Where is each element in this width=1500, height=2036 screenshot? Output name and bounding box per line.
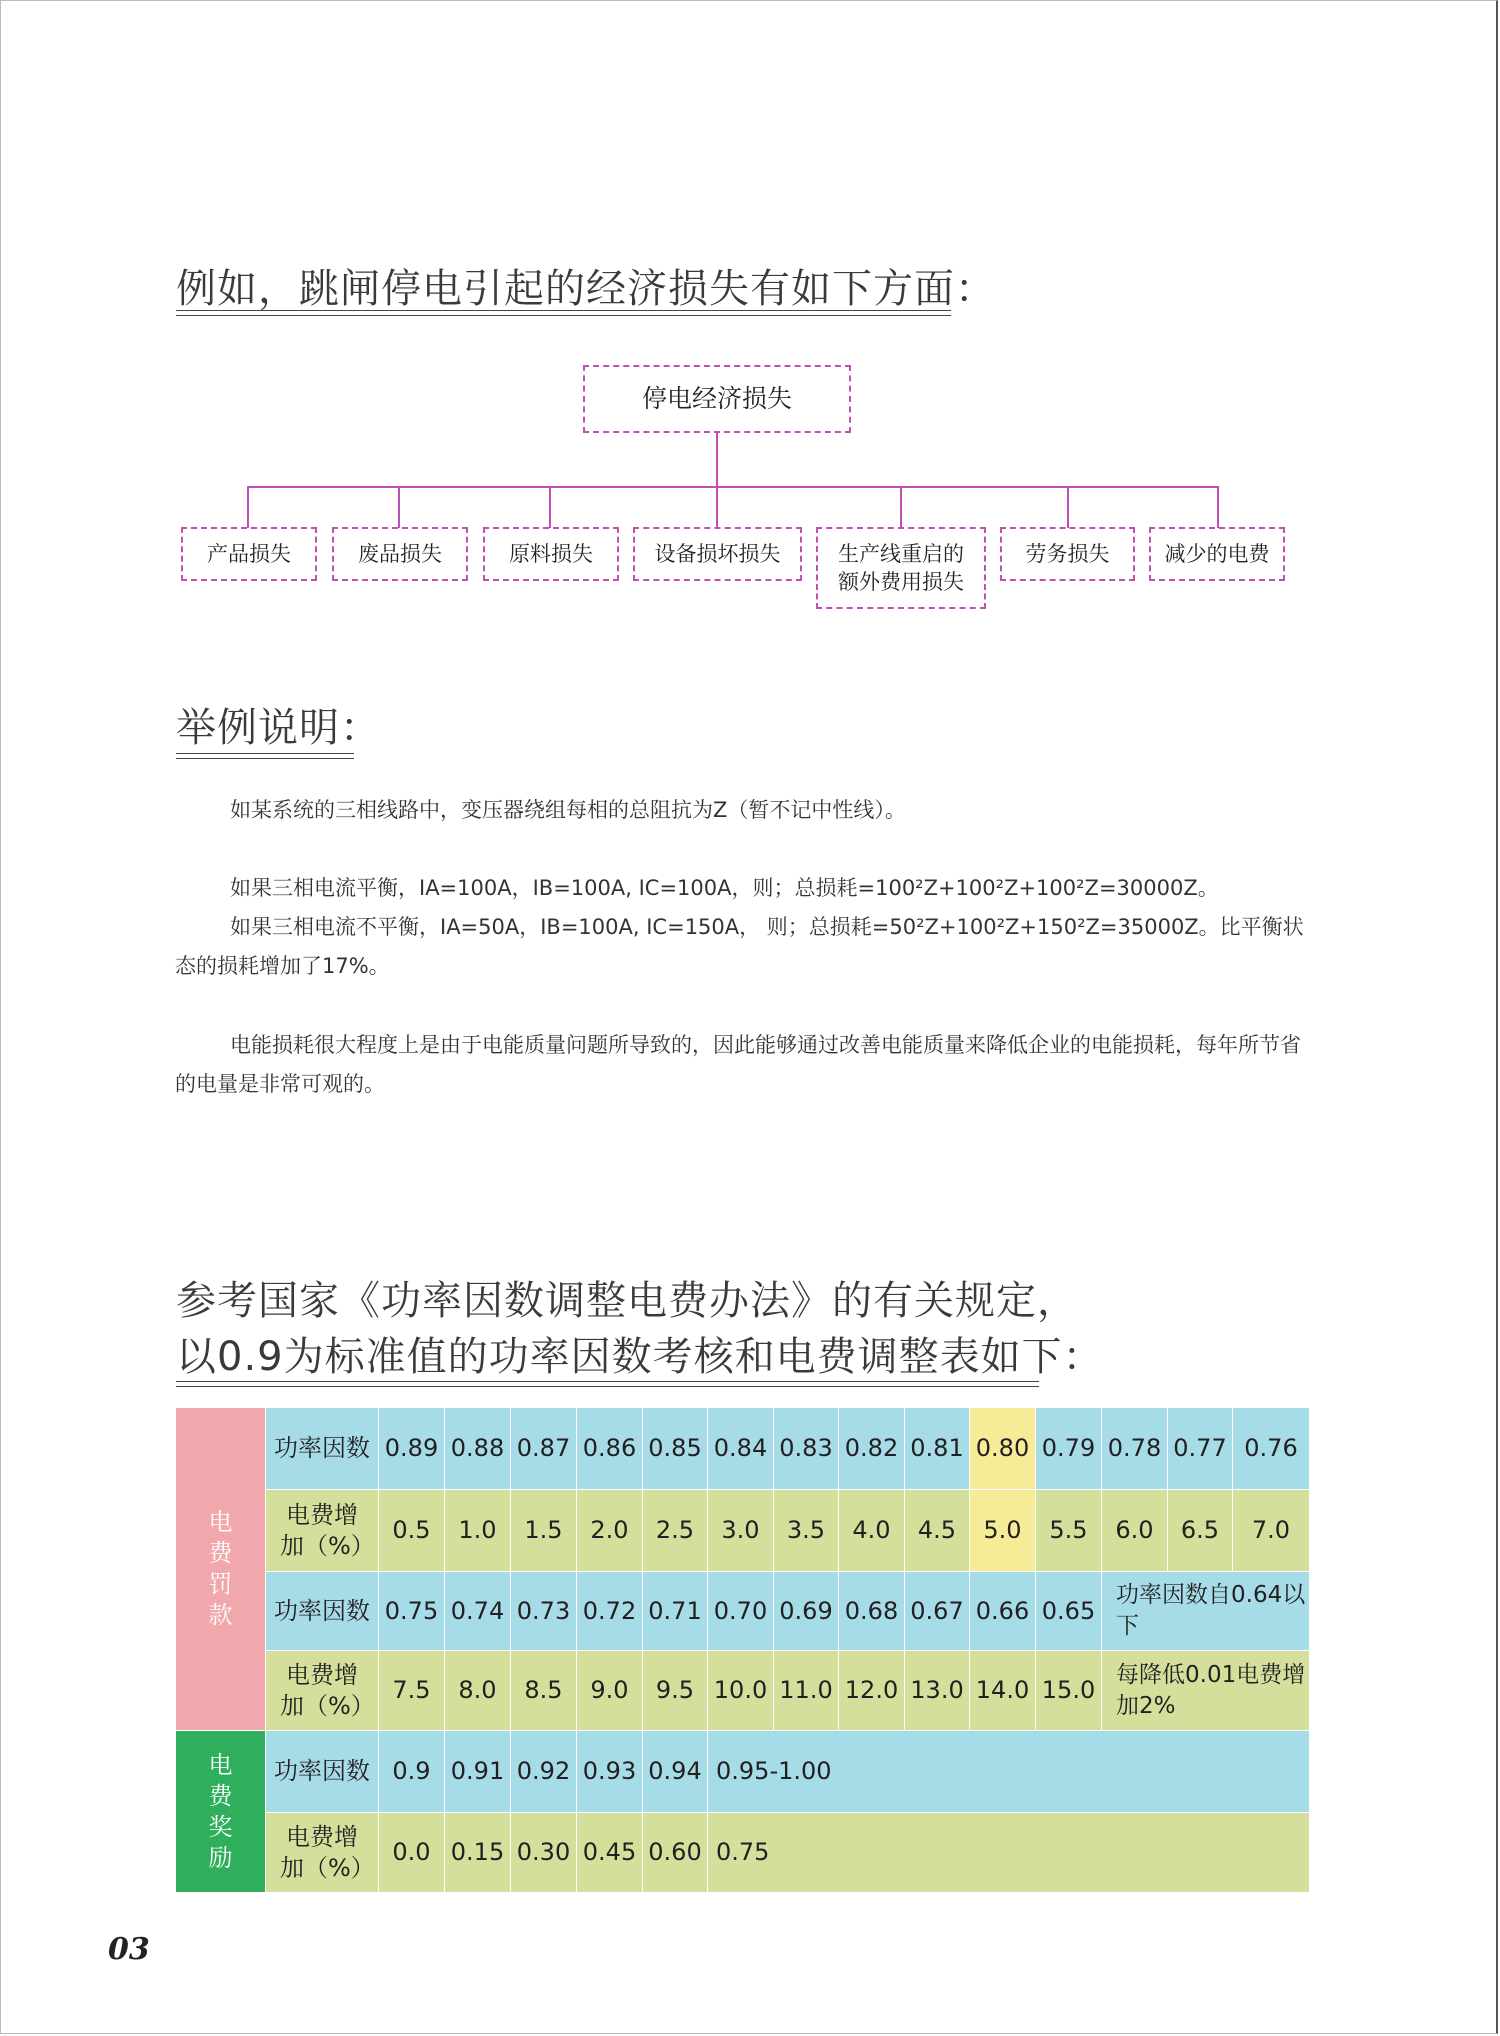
table-cell: 2.5 bbox=[643, 1490, 708, 1572]
org-connector bbox=[716, 433, 718, 487]
table-cell: 0.77 bbox=[1168, 1408, 1233, 1490]
heading-example: 举例说明： bbox=[176, 705, 381, 751]
heading-underline bbox=[176, 315, 951, 316]
table-cell: 5.5 bbox=[1036, 1490, 1102, 1572]
reward-label: 电费奖励 bbox=[176, 1731, 266, 1893]
penalty-label: 电费罚款 bbox=[176, 1408, 266, 1731]
table-cell: 14.0 bbox=[970, 1651, 1036, 1731]
org-child-product-loss: 产品损失 bbox=[181, 527, 317, 581]
table-cell: 0.78 bbox=[1102, 1408, 1168, 1490]
table-row bbox=[176, 1572, 1310, 1651]
table-cell: 0.15 bbox=[445, 1813, 511, 1893]
org-child-equipment-loss: 设备损坏损失 bbox=[633, 527, 802, 581]
table-row bbox=[176, 1813, 1310, 1893]
heading-reference-line1: 参考国家《功率因数调整电费办法》的有关规定， bbox=[176, 1278, 1078, 1324]
table-cell: 0.91 bbox=[445, 1731, 511, 1813]
table-cell-highlight: 0.80 bbox=[970, 1408, 1036, 1490]
heading-underline bbox=[176, 1386, 1039, 1387]
table-cell: 0.75 bbox=[708, 1813, 1310, 1893]
table-cell: 0.67 bbox=[905, 1572, 970, 1651]
table-cell: 4.0 bbox=[839, 1490, 905, 1572]
table-row bbox=[176, 1731, 1310, 1813]
table-cell: 0.87 bbox=[511, 1408, 577, 1490]
note-fee-increase: 每降低0.01电费增加2% bbox=[1102, 1651, 1310, 1731]
table-cell: 0.93 bbox=[577, 1731, 643, 1813]
table-cell: 8.5 bbox=[511, 1651, 577, 1731]
paragraph-balanced: 如果三相电流平衡，IA=100A，IB=100A, IC=100A，则；总损耗=100²Z+100²Z+100²Z=30000Z。 bbox=[230, 876, 1219, 900]
table-cell: 0.65 bbox=[1036, 1572, 1102, 1651]
paragraph-system bbox=[175, 791, 1305, 830]
heading-underline bbox=[176, 310, 951, 311]
table-cell: 2.0 bbox=[577, 1490, 643, 1572]
table-cell: 0.83 bbox=[774, 1408, 839, 1490]
org-connector bbox=[1067, 486, 1069, 528]
table-cell: 0.70 bbox=[708, 1572, 774, 1651]
org-connector bbox=[900, 486, 902, 528]
table-cell: 1.5 bbox=[511, 1490, 577, 1572]
table-cell: 0.68 bbox=[839, 1572, 905, 1651]
org-connector bbox=[398, 486, 400, 528]
table-cell-highlight: 5.0 bbox=[970, 1490, 1036, 1572]
table-cell: 1.0 bbox=[445, 1490, 511, 1572]
table-cell: 0.66 bbox=[970, 1572, 1036, 1651]
table-cell: 3.5 bbox=[774, 1490, 839, 1572]
paragraph-conclusion bbox=[175, 1026, 1305, 1104]
fee-label: 电费增加（%） bbox=[266, 1651, 379, 1731]
table-cell: 0.75 bbox=[379, 1572, 445, 1651]
heading-reference-line2: 以0.9为标准值的功率因数考核和电费调整表如下： bbox=[176, 1334, 1104, 1380]
table-cell: 12.0 bbox=[839, 1651, 905, 1731]
org-child-waste-loss: 废品损失 bbox=[332, 527, 468, 581]
table-cell: 7.0 bbox=[1233, 1490, 1310, 1572]
table-cell: 11.0 bbox=[774, 1651, 839, 1731]
heading-underline bbox=[176, 753, 354, 754]
table-cell: 0.85 bbox=[643, 1408, 708, 1490]
table-cell: 0.71 bbox=[643, 1572, 708, 1651]
table-cell: 6.0 bbox=[1102, 1490, 1168, 1572]
table-cell: 0.45 bbox=[577, 1813, 643, 1893]
page-number: 03 bbox=[108, 1932, 150, 1967]
table-cell: 9.0 bbox=[577, 1651, 643, 1731]
org-connector bbox=[247, 486, 1219, 488]
table-cell: 0.72 bbox=[577, 1572, 643, 1651]
table-cell: 0.9 bbox=[379, 1731, 445, 1813]
table-cell: 0.30 bbox=[511, 1813, 577, 1893]
table-cell: 0.0 bbox=[379, 1813, 445, 1893]
table-cell: 0.82 bbox=[839, 1408, 905, 1490]
heading-economic-loss: 例如，跳闸停电引起的经济损失有如下方面： bbox=[176, 266, 996, 312]
org-connector bbox=[716, 486, 718, 528]
table-cell: 15.0 bbox=[1036, 1651, 1102, 1731]
fee-label: 电费增加（%） bbox=[266, 1813, 379, 1893]
table-cell: 7.5 bbox=[379, 1651, 445, 1731]
table-cell: 0.95-1.00 bbox=[708, 1731, 1310, 1813]
table-cell: 0.79 bbox=[1036, 1408, 1102, 1490]
paragraph-power-quality: 电能损耗很大程度上是由于电能质量问题所导致的，因此能够通过改善电能质量来降低企业的电能损耗，每年所节省的电量是非常可观的。 bbox=[175, 1033, 1301, 1096]
table-cell: 0.60 bbox=[643, 1813, 708, 1893]
org-child-restart-cost: 生产线重启的额外费用损失 bbox=[816, 527, 986, 609]
table-row bbox=[176, 1408, 1310, 1490]
table-cell: 0.84 bbox=[708, 1408, 774, 1490]
heading-underline bbox=[176, 1381, 1039, 1382]
table-cell: 0.86 bbox=[577, 1408, 643, 1490]
pf-label: 功率因数 bbox=[266, 1408, 379, 1490]
paragraph-impedance: 如某系统的三相线路中，变压器绕组每相的总阻抗为Z（暂不记中性线）。 bbox=[230, 798, 906, 822]
table-cell: 13.0 bbox=[905, 1651, 970, 1731]
org-connector bbox=[1217, 486, 1219, 528]
paragraph-balance bbox=[175, 869, 1305, 986]
org-connector bbox=[549, 486, 551, 528]
org-connector bbox=[247, 486, 249, 528]
org-root-box: 停电经济损失 bbox=[583, 365, 851, 433]
table-cell: 0.76 bbox=[1233, 1408, 1310, 1490]
pf-label: 功率因数 bbox=[266, 1731, 379, 1813]
table-cell: 8.0 bbox=[445, 1651, 511, 1731]
table-cell: 0.88 bbox=[445, 1408, 511, 1490]
heading-underline bbox=[176, 758, 354, 759]
paragraph-unbalanced: 如果三相电流不平衡，IA=50A，IB=100A, IC=150A， 则；总损耗=50²Z+100²Z+150²Z=35000Z。比平衡状态的损耗增加了17%。 bbox=[175, 915, 1304, 978]
power-factor-table bbox=[175, 1407, 1310, 1893]
table-cell: 0.94 bbox=[643, 1731, 708, 1813]
org-child-labor-loss: 劳务损失 bbox=[1000, 527, 1135, 581]
note-pf-below: 功率因数自0.64以下 bbox=[1102, 1572, 1310, 1651]
table-cell: 0.5 bbox=[379, 1490, 445, 1572]
table-row bbox=[176, 1651, 1310, 1731]
table-cell: 0.92 bbox=[511, 1731, 577, 1813]
table-cell: 6.5 bbox=[1168, 1490, 1233, 1572]
table-cell: 0.89 bbox=[379, 1408, 445, 1490]
table-cell: 4.5 bbox=[905, 1490, 970, 1572]
table-cell: 3.0 bbox=[708, 1490, 774, 1572]
org-child-material-loss: 原料损失 bbox=[483, 527, 619, 581]
table-cell: 0.74 bbox=[445, 1572, 511, 1651]
fee-label: 电费增加（%） bbox=[266, 1490, 379, 1572]
org-child-reduced-fee: 减少的电费 bbox=[1149, 527, 1285, 581]
table-row bbox=[176, 1490, 1310, 1572]
table-cell: 0.69 bbox=[774, 1572, 839, 1651]
table-cell: 0.81 bbox=[905, 1408, 970, 1490]
table-cell: 9.5 bbox=[643, 1651, 708, 1731]
table-cell: 0.73 bbox=[511, 1572, 577, 1651]
pf-label: 功率因数 bbox=[266, 1572, 379, 1651]
table-cell: 10.0 bbox=[708, 1651, 774, 1731]
